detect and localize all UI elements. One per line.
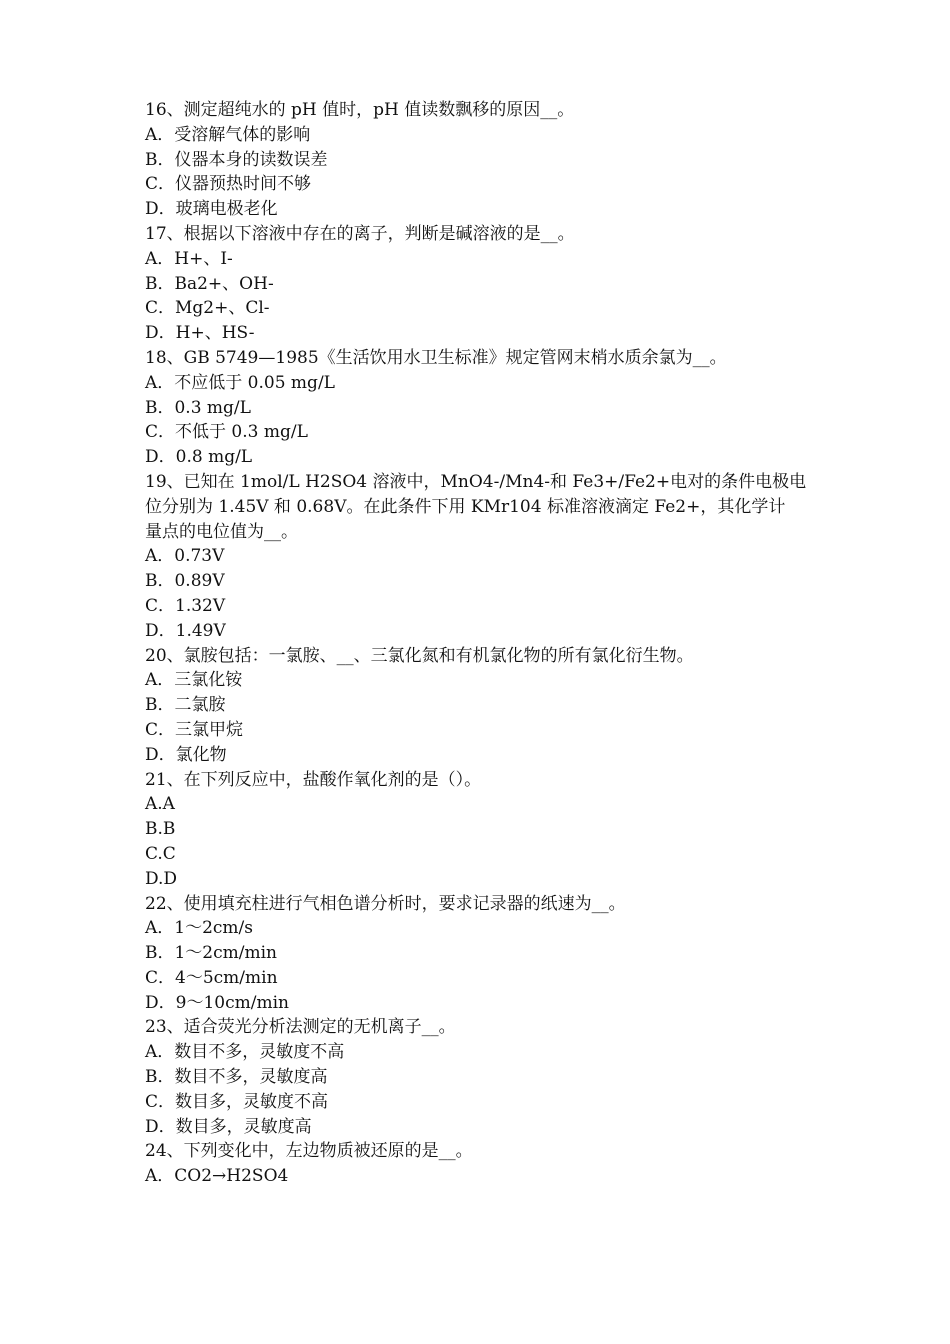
question-18-stem: 18、GB 5749—1985《生活饮用水卫生标准》规定管网末梢水质余氯为__。 [145,347,727,368]
question-22-option-a: A．1～2cm/s [145,918,254,939]
question-17-option-a: A．H+、I- [145,248,233,269]
question-23-option-d: D．数目多，灵敏度高 [145,1116,312,1137]
question-21-option-a: A.A [145,794,175,815]
document-body [145,98,815,1189]
question-17-option-c: C．Mg2+、Cl- [145,298,270,319]
question-19-stem-line-1: 19、已知在 1mol/L H2SO4 溶液中，MnO4-/Mn4-和 Fe3+/Fe2+电对的条件电极电 [145,471,807,492]
question-21-option-c: C.C [145,843,176,864]
question-19-stem-line-3: 量点的电位值为__。 [145,521,298,542]
question-23-option-b: B．数目不多，灵敏度高 [145,1067,328,1088]
question-16-option-c: C．仪器预热时间不够 [145,174,312,195]
question-19-option-a: A．0.73V [145,546,225,567]
question-22-stem: 22、使用填充柱进行气相色谱分析时，要求记录器的纸速为__。 [145,893,626,914]
question-23-option-c: C．数目多，灵敏度不高 [145,1091,329,1112]
question-24-stem: 24、下列变化中，左边物质被还原的是__。 [145,1141,473,1162]
question-21-option-b: B.B [145,819,176,840]
question-21-option-d: D.D [145,868,178,889]
question-20-option-c: C．三氯甲烷 [145,719,244,740]
question-18-option-d: D．0.8 mg/L [145,447,253,468]
question-19-option-c: C．1.32V [145,595,226,616]
question-16-option-b: B．仪器本身的读数误差 [145,149,328,170]
question-17-option-b: B．Ba2+、OH- [145,273,274,294]
question-19-option-b: B．0.89V [145,571,225,592]
question-19-option-d: D．1.49V [145,620,226,641]
question-20-option-a: A．三氯化铵 [145,670,243,691]
question-18-option-a: A．不应低于 0.05 mg/L [145,372,335,393]
question-22-option-d: D．9～10cm/min [145,992,289,1013]
question-19-stem-line-2: 位分别为 1.45V 和 0.68V。在此条件下用 KMr104 标准溶液滴定 Fe2+，其化学计 [145,496,786,517]
question-16-option-d: D．玻璃电极老化 [145,199,278,220]
question-21-stem: 21、在下列反应中，盐酸作氧化剂的是（）。 [145,769,482,790]
question-24-option-a: A．CO2→H2SO4 [145,1166,289,1187]
question-23-stem: 23、适合荧光分析法测定的无机离子__。 [145,1017,456,1038]
question-17-option-d: D．H+、HS- [145,323,255,344]
question-16-stem: 16、测定超纯水的 pH 值时，pH 值读数飘移的原因__。 [145,100,575,120]
question-17-stem: 17、根据以下溶液中存在的离子，判断是碱溶液的是__。 [145,223,575,244]
question-20-option-b: B．二氯胺 [145,695,226,716]
question-22-option-c: C．4～5cm/min [145,967,278,988]
question-23-option-a: A．数目不多，灵敏度不高 [145,1042,345,1063]
question-18-option-c: C．不低于 0.3 mg/L [145,422,308,443]
question-18-option-b: B．0.3 mg/L [145,397,251,418]
question-20-option-d: D．氯化物 [145,744,227,765]
question-20-stem: 20、氯胺包括：一氯胺、__、三氯化氮和有机氯化物的所有氯化衍生物。 [145,645,694,666]
question-16-option-a: A．受溶解气体的影响 [145,124,311,145]
question-22-option-b: B．1～2cm/min [145,943,277,964]
